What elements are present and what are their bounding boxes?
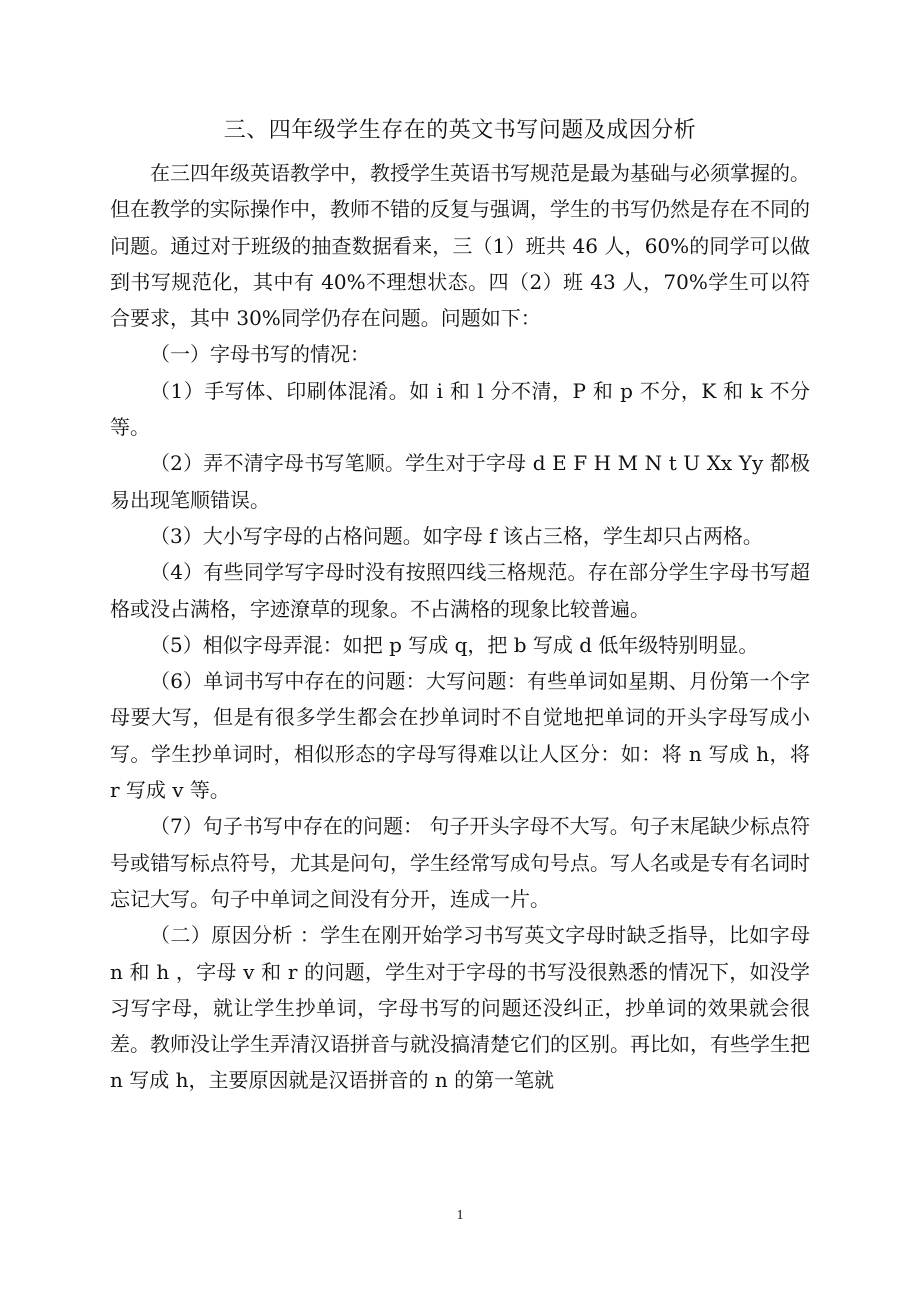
paragraph-item-4: （4）有些同学写字母时没有按照四线三格规范。存在部分学生字母书写超格或没占满格，字迹潦草的现象。不占满格的现象比较普遍。 — [110, 560, 810, 621]
paragraph-item-3: （3）大小写字母的占格问题。如字母 f 该占三格，学生却只占两格。 — [150, 523, 763, 548]
paragraph-section-2-cause-analysis: （二）原因分析 ：学生在刚开始学习书写英文字母时缺乏指导，比如字母 n 和 h ，字母 v 和 r 的问题，学生对于字母的书写没很熟悉的情况下，如没学习写字母，就让学生抄单词，字母书写的问题还没纠正，抄单词的效果就会很差。教师没让学生弄清汉语拼音与就没搞清楚它们的区别。再比如，有些学生把 n 写成 h，主要原因就是汉语拼音的 n 的第一笔就 — [110, 923, 810, 1093]
paragraph-item-6: （6）单词书写中存在的问题：大写问题：有些单词如星期、月份第一个字母要大写，但是有很多学生都会在抄单词时不自觉地把单词的开头字母写成小写。学生抄单词时，相似形态的字母写得难以让人区分：如：将 n 写成 h，将 r 写成 v 等。 — [110, 669, 810, 803]
document-title: 三、四年级学生存在的英文书写问题及成因分析 — [223, 118, 697, 143]
paragraph-item-1: （1）手写体、印刷体混淆。如 i 和 l 分不清，P 和 p 不分，K 和 k 不分等。 — [110, 378, 810, 440]
paragraph-item-5: （5）相似字母弄混：如把 p 写成 q，把 b 写成 d 低年级特别明显。 — [150, 632, 759, 657]
document-body — [110, 155, 810, 1099]
paragraph-intro: 在三四年级英语教学中，教授学生英语书写规范是最为基础与必须掌握的。但在教学的实际操作中，教师不错的反复与强调，学生的书写仍然是存在不同的问题。通过对于班级的抽查数据看来，三（1）班共 46 人，60%的同学可以做到书写规范化，其中有 40%不理想状态。四（2）班 43 人，70%学生可以符合要求，其中 30%同学仍存在问题。问题如下： — [110, 161, 810, 331]
page-number: 1 — [456, 1208, 464, 1223]
paragraph-section-1-heading: （一）字母书写的情况： — [150, 342, 370, 367]
paragraph-item-7: （7）句子书写中存在的问题： 句子开头字母不大写。句子末尾缺少标点符号或错写标点符号，尤其是问句，学生经常写成句号点。写人名或是专有名词时忘记大写。句子中单词之间没有分开，连成一片。 — [110, 814, 810, 911]
paragraph-item-2: （2）弄不清字母书写笔顺。学生对于字母 d E F H M N t U Xx Yy 都极易出现笔顺错误。 — [110, 451, 810, 512]
